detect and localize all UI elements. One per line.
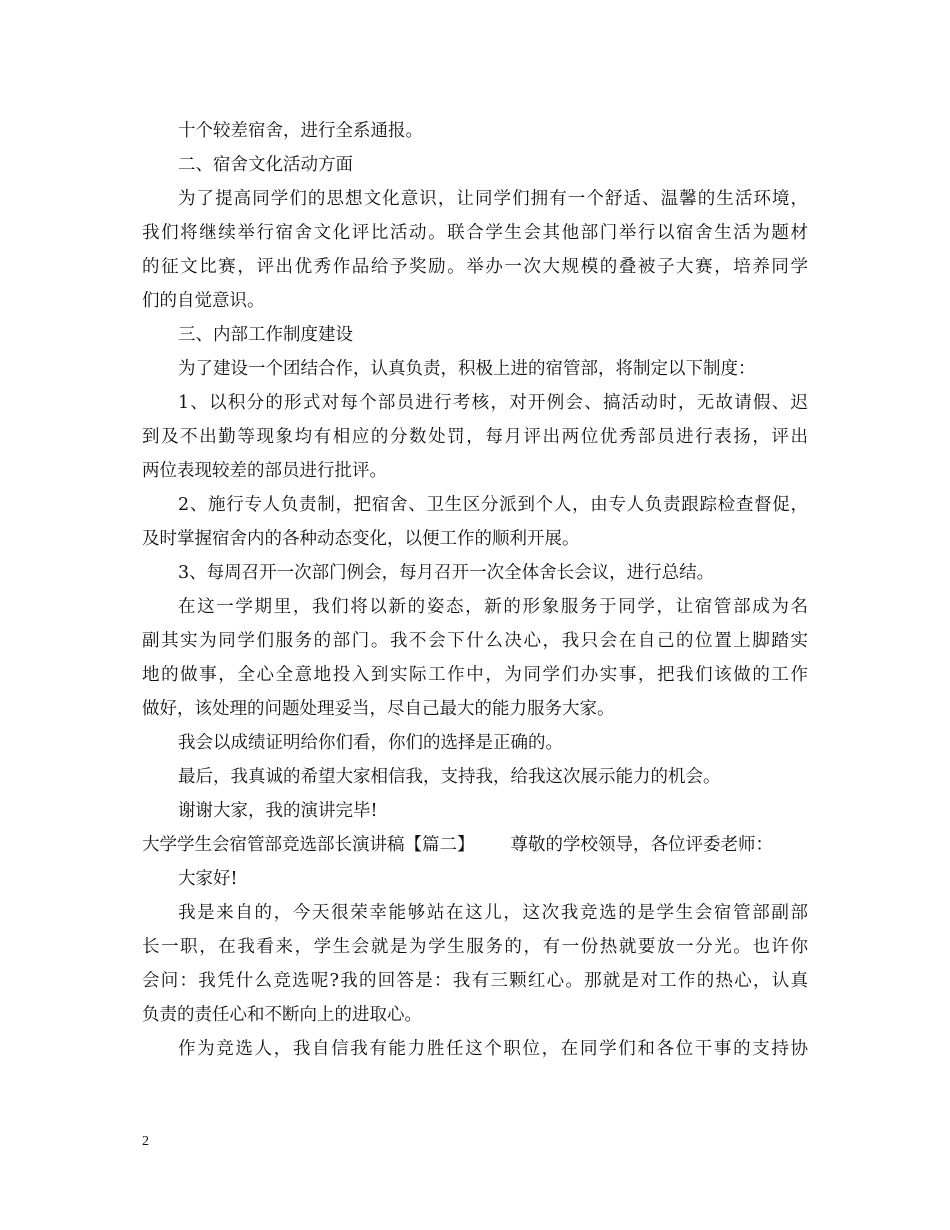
paragraph-line: 长一职，在我看来，学生会就是为学生服务的，有一份热就要放一分光。也许你 <box>142 937 808 957</box>
paragraph-line: 两位表现较差的部员进行批评。 <box>142 461 387 481</box>
paragraph-line: 副其实为同学们服务的部门。我不会下什么决心，我只会在自己的位置上脚踏实 <box>142 631 808 651</box>
article-title: 大学学生会宿管部竞选部长演讲稿【篇二】 <box>142 835 475 855</box>
paragraph-line: 为了建设一个团结合作，认真负责，积极上进的宿管部，将制定以下制度： <box>178 359 756 379</box>
paragraph-line: 在这一学期里，我们将以新的姿态，新的形象服务于同学，让宿管部成为名 <box>178 597 808 617</box>
section-heading-dormitory-culture: 二、宿舍文化活动方面 <box>178 155 353 175</box>
salutation: 尊敬的学校领导，各位评委老师： <box>510 835 773 855</box>
paragraph-line: 及时掌握宿舍内的各种动态变化，以便工作的顺利开展。 <box>142 529 580 549</box>
paragraph-line: 作为竞选人，我自信我有能力胜任这个职位，在同学们和各位干事的支持协 <box>178 1039 808 1059</box>
paragraph-line: 我们将继续举行宿舍文化评比活动。联合学生会其他部门举行以宿舍生活为题材 <box>142 223 808 243</box>
paragraph-line: 1、以积分的形式对每个部员进行考核，对开例会、搞活动时，无故请假、迟 <box>178 393 808 413</box>
paragraph-line: 负责的责任心和不断向上的进取心。 <box>142 1005 422 1025</box>
document-body <box>142 114 808 1066</box>
paragraph-line: 2、施行专人负责制，把宿舍、卫生区分派到个人，由专人负责跟踪检查督促， <box>178 495 808 515</box>
article-title-line <box>142 828 808 862</box>
paragraph-line: 最后，我真诚的希望大家相信我，支持我，给我这次展示能力的机会。 <box>178 767 721 787</box>
section-heading-internal-system: 三、内部工作制度建设 <box>178 325 353 345</box>
paragraph-line: 们的自觉意识。 <box>142 291 265 311</box>
paragraph-line: 的征文比赛，评出优秀作品给予奖励。举办一次大规模的叠被子大赛，培养同学 <box>142 257 808 277</box>
paragraph-line: 十个较差宿舍，进行全系通报。 <box>178 121 423 141</box>
paragraph-line: 我是来自的，今天很荣幸能够站在这儿，这次我竞选的是学生会宿管部副部 <box>178 903 808 923</box>
paragraph-line: 我会以成绩证明给你们看，你们的选择是正确的。 <box>178 733 563 753</box>
paragraph-line: 谢谢大家，我的演讲完毕! <box>178 801 378 821</box>
paragraph-line: 为了提高同学们的思想文化意识，让同学们拥有一个舒适、温馨的生活环境， <box>178 189 808 209</box>
page-number: 2 <box>142 1134 149 1149</box>
paragraph-line: 会问：我凭什么竞选呢?我的回答是：我有三颗红心。那就是对工作的热心，认真 <box>142 971 808 991</box>
paragraph-line: 3、每周召开一次部门例会，每月召开一次全体舍长会议，进行总结。 <box>178 563 715 583</box>
paragraph-line: 地的做事，全心全意地投入到实际工作中，为同学们办实事，把我们该做的工作 <box>142 665 808 685</box>
paragraph-line: 到及不出勤等现象均有相应的分数处罚，每月评出两位优秀部员进行表扬，评出 <box>142 427 808 447</box>
greeting-line: 大家好! <box>178 869 238 889</box>
paragraph-line: 做好，该处理的问题处理妥当，尽自己最大的能力服务大家。 <box>142 699 615 719</box>
